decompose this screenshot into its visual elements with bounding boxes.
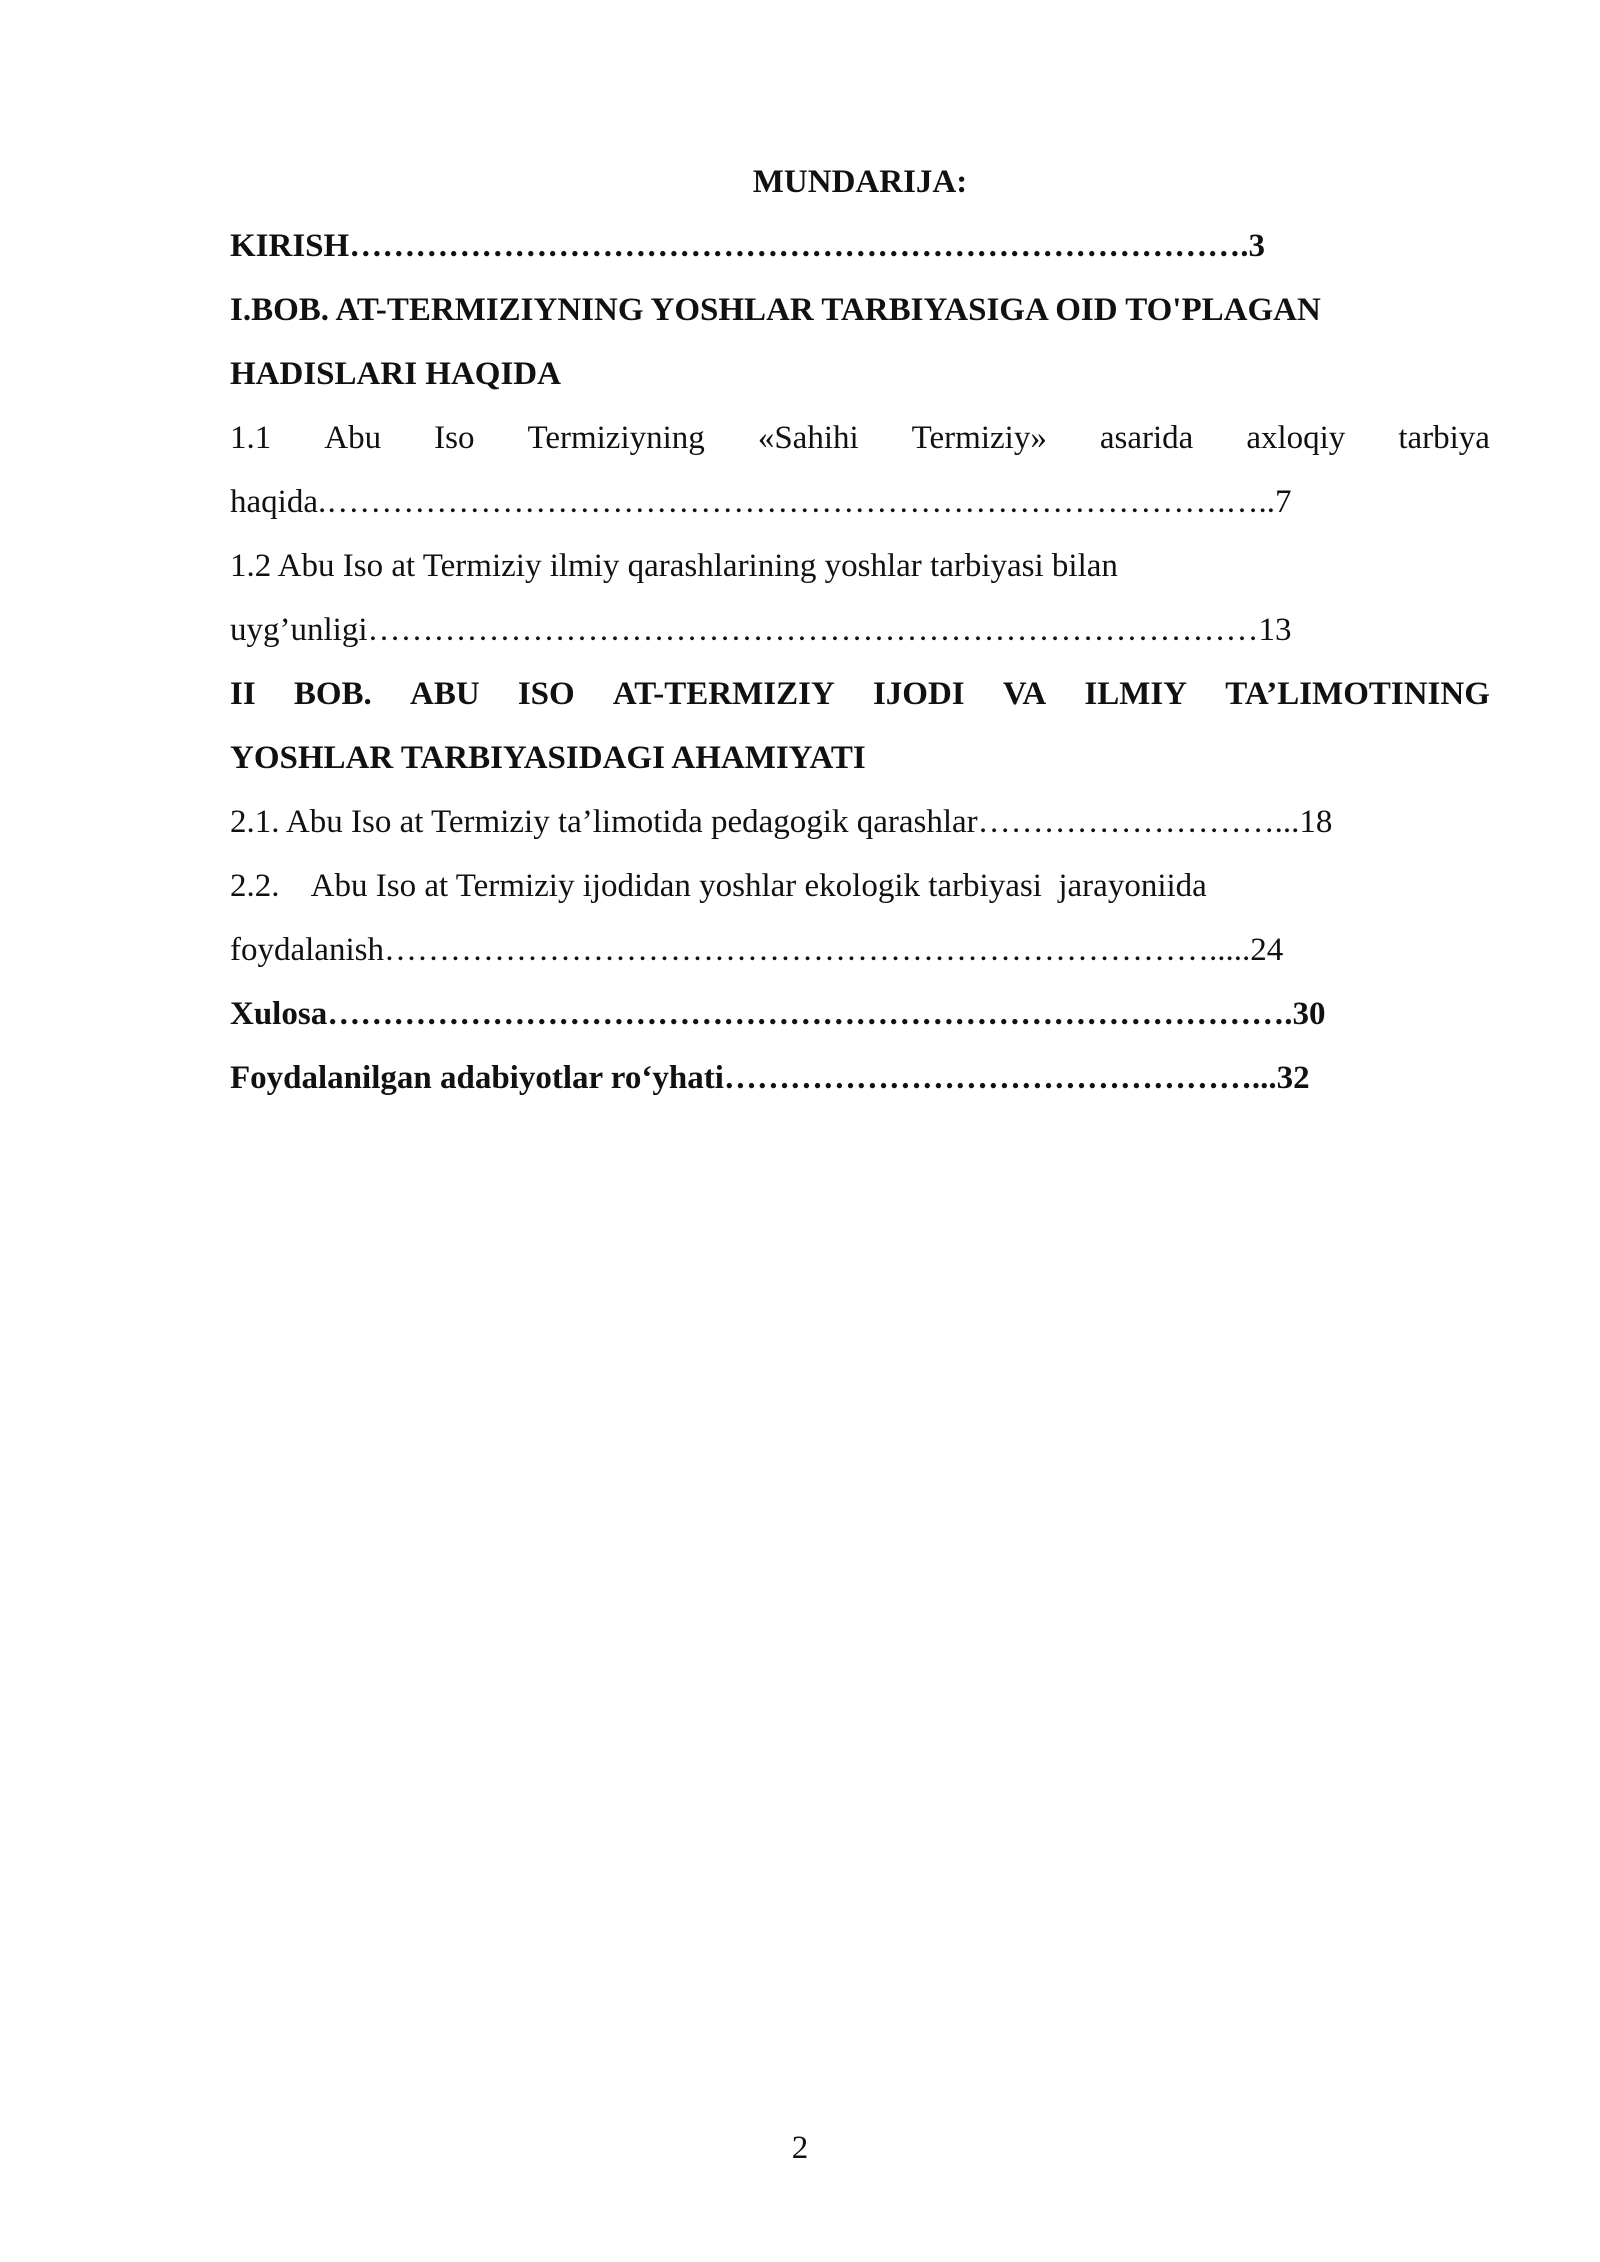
toc-word: VA [1002, 676, 1047, 712]
toc-word: TA’LIMOTINING [1225, 676, 1490, 712]
toc-word: ISO [517, 676, 575, 712]
toc-word: AT-TERMIZIY [612, 676, 835, 712]
toc-word: IJODI [872, 676, 965, 712]
toc-word: BOB. [293, 676, 372, 712]
toc-entry-xulosa: Xulosa…………………………………………………………………………….30 [230, 996, 1326, 1032]
toc-entry-section-2-2-line-2: foydalanish………………………………………………………………….....24 [230, 932, 1284, 968]
toc-word: II [230, 676, 256, 712]
toc-entry-section-1-2-line-2: uyg’unligi………………………………………………………………………13 [230, 612, 1292, 648]
toc-entry-chapter-2-line-2: YOSHLAR TARBIYASIDAGI AHAMIYATI [230, 740, 866, 776]
toc-word: tarbiya [1398, 420, 1490, 456]
toc-entry-section-1-1-line-1 [230, 406, 1490, 470]
toc-title: MUNDARIJA: [752, 164, 968, 200]
toc-entry-chapter-1-line-2: HADISLARI HAQIDA [230, 356, 561, 392]
toc-entry-section-2-1: 2.1. Abu Iso at Termiziy ta’limotida pedagogik qarashlar………………………...18 [230, 804, 1333, 840]
toc-entry-section-1-2-line-1: 1.2 Abu Iso at Termiziy ilmiy qarashlarining yoshlar tarbiyasi bilan [230, 548, 1118, 584]
toc-word: Iso [434, 420, 475, 456]
toc-word: Abu [324, 420, 382, 456]
toc-entry-kirish: KIRISH……………………………………………………………………….3 [230, 228, 1265, 264]
toc-entry-chapter-1-line-1: I.BOB. AT-TERMIZIYNING YOSHLAR TARBIYASIGA OID TO'PLAGAN [230, 292, 1321, 328]
toc-word: asarida [1099, 420, 1194, 456]
toc-entry-section-2-2-line-1: 2.2. Abu Iso at Termiziy ijodidan yoshlar ekologik tarbiyasi jarayoniida [230, 868, 1207, 904]
toc-word: 1.1 [230, 420, 272, 456]
toc-entry-chapter-2-line-1 [230, 662, 1490, 726]
page-number: 2 [791, 2130, 809, 2166]
toc-word: axloqiy [1246, 420, 1346, 456]
toc-entry-adabiyotlar: Foydalanilgan adabiyotlar ro‘yhati…………………………………………...32 [230, 1060, 1310, 1096]
toc-word: ABU [409, 676, 480, 712]
table-of-contents [230, 150, 1490, 1110]
toc-word: Termiziyning [527, 420, 705, 456]
toc-word: Termiziy» [911, 420, 1047, 456]
toc-entry-section-1-1-line-2: haqida.……………………………………………………………………….…..7 [230, 484, 1292, 520]
toc-word: ILMIY [1084, 676, 1188, 712]
toc-word: «Sahihi [757, 420, 859, 456]
